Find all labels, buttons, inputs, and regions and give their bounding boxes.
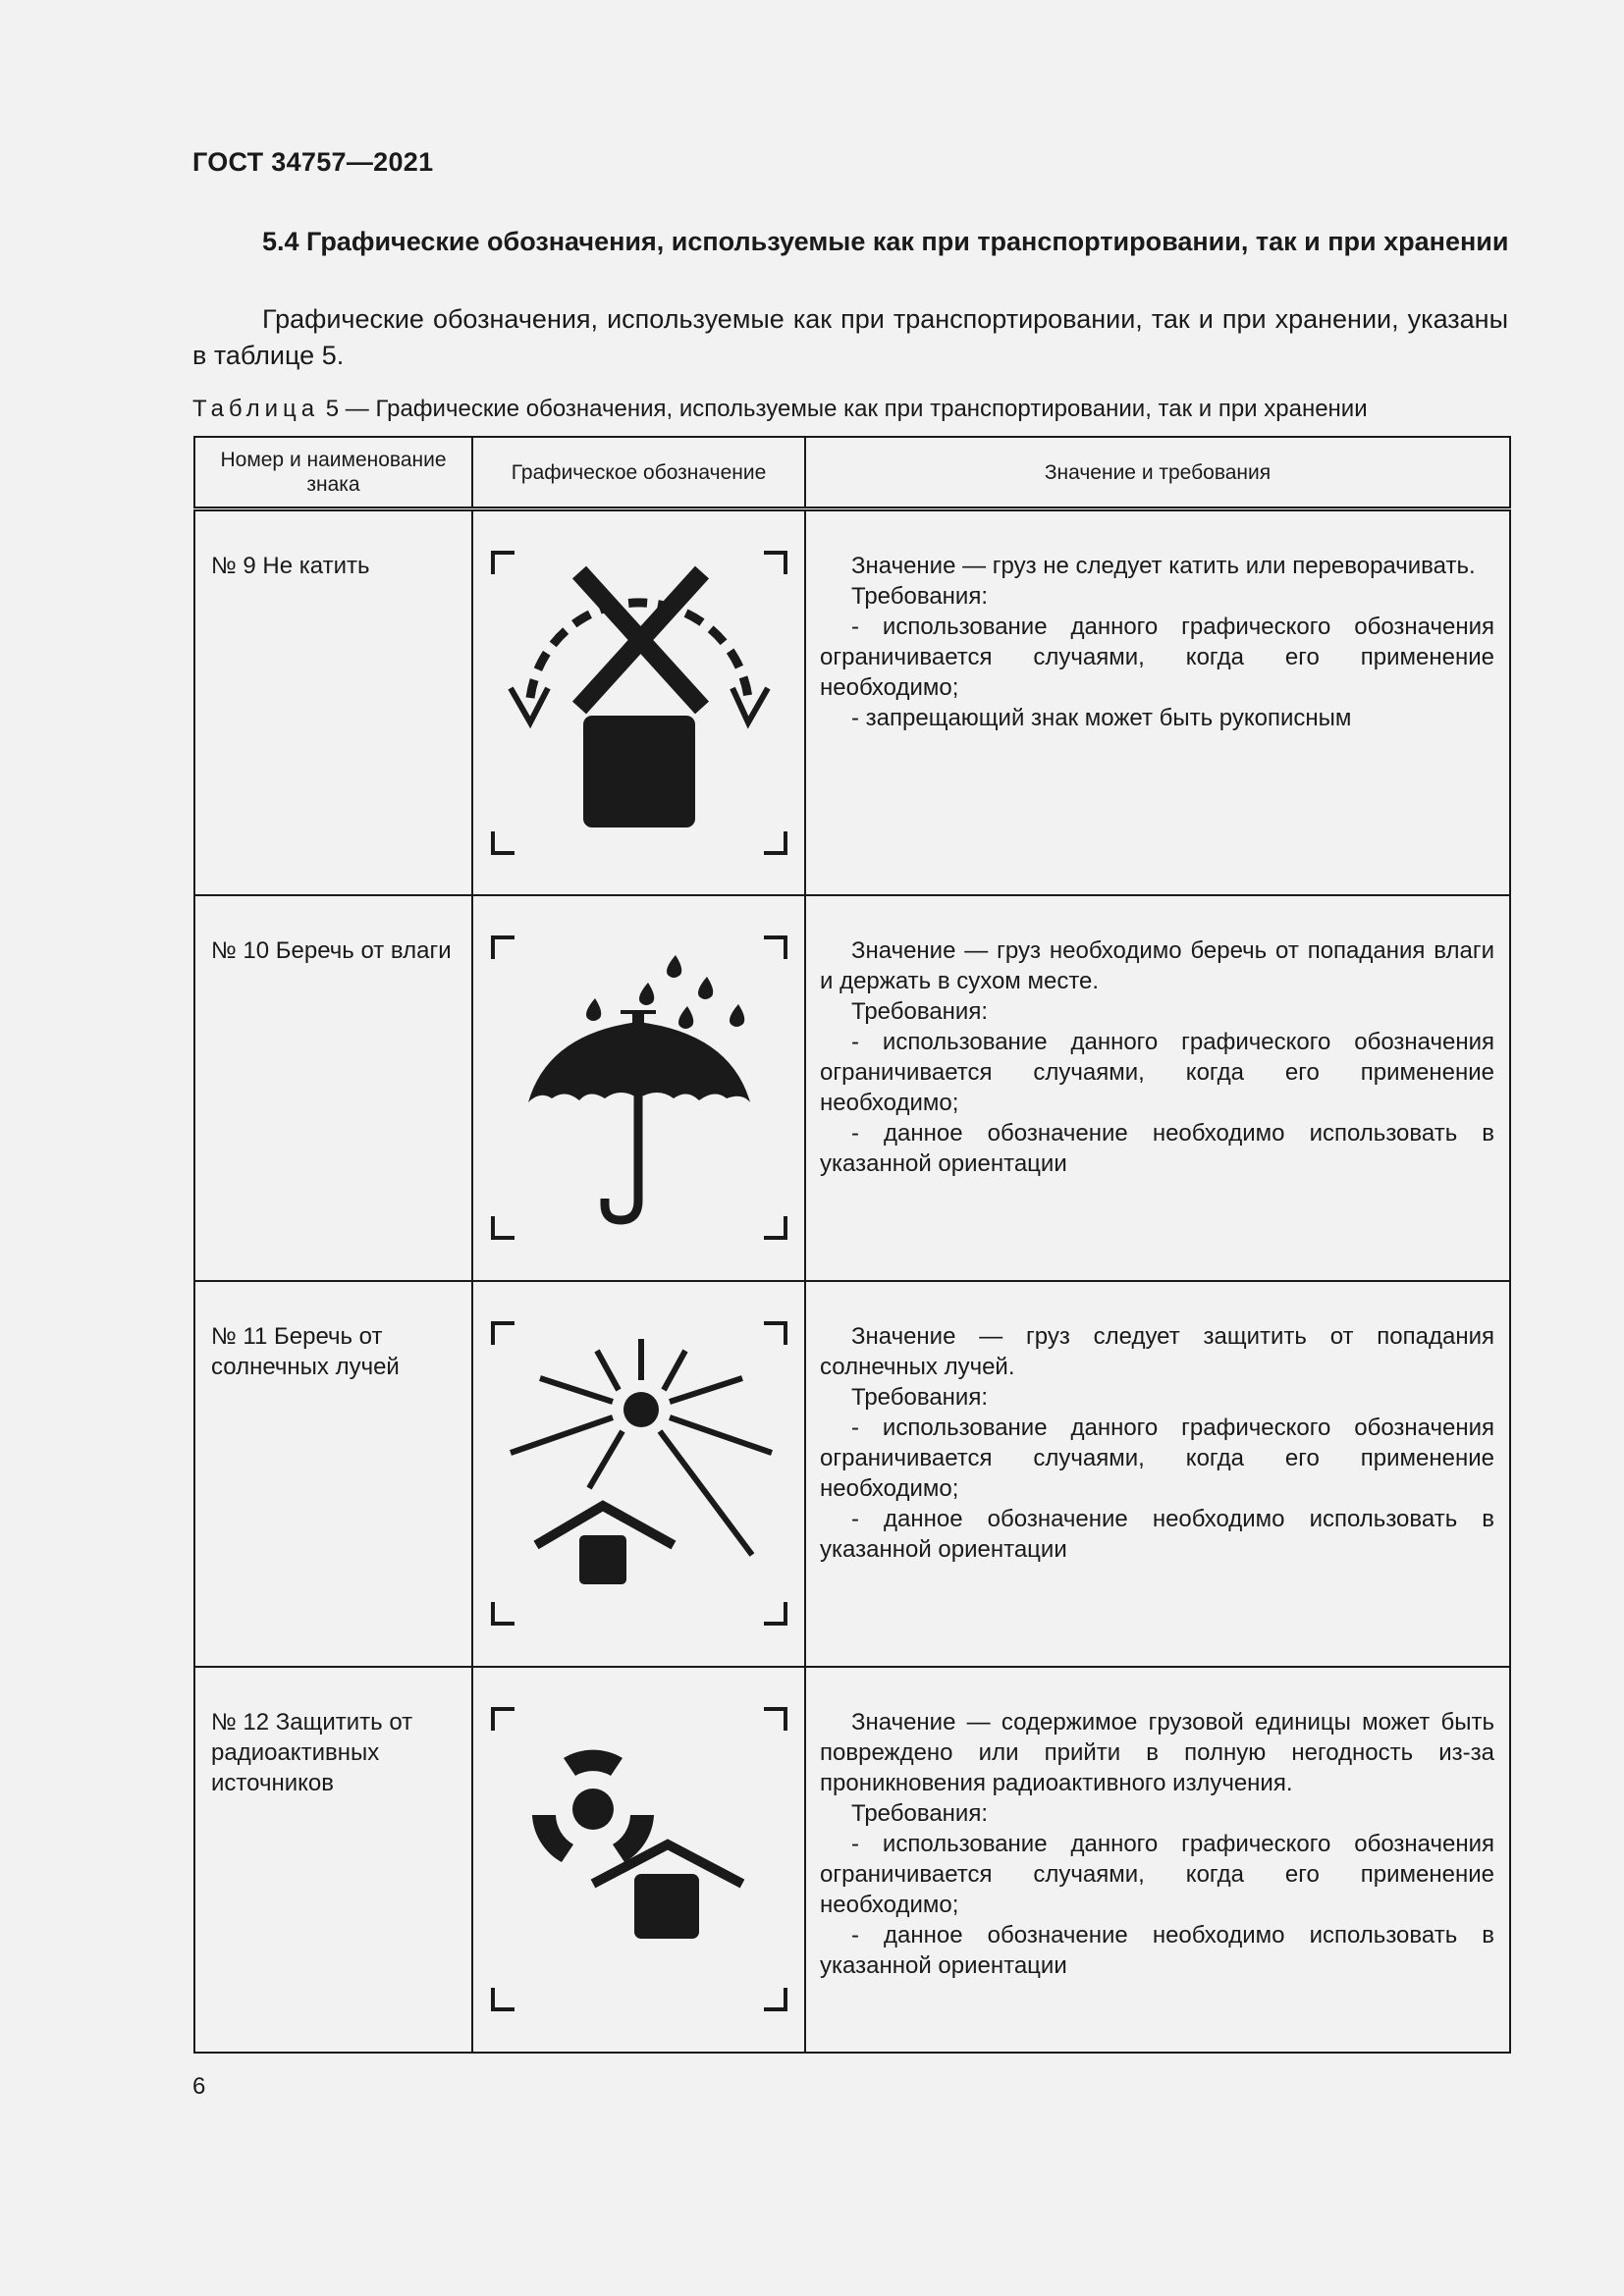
sign-name: № 12 Защитить от радиоактивных источников	[194, 1667, 472, 2053]
requirement-item: - использование данного графического обозначения ограничивается случаями, когда его применение необходимо;	[820, 1830, 1494, 1918]
sign-graphic-cell	[472, 895, 805, 1281]
section-intro: Графические обозначения, используемые как при транспортировании, так и при хранении, указаны в таблице 5.	[192, 304, 1508, 370]
requirement-item: - данное обозначение необходимо использовать в указанной ориентации	[820, 1921, 1494, 1979]
sign-name: № 11 Беречь от солнечных лучей	[194, 1281, 472, 1667]
requirements-label: Требования:	[851, 1799, 988, 1827]
sign-description	[805, 1281, 1510, 1667]
meaning-text: Значение — груз необходимо беречь от попадания влаги и держать в сухом месте.	[820, 936, 1494, 994]
protect-from-sunlight-icon	[491, 1321, 787, 1626]
requirement-item: - использование данного графического обозначения ограничивается случаями, когда его применение необходимо;	[820, 1028, 1494, 1116]
document-header: ГОСТ 34757—2021	[192, 147, 434, 177]
page-number: 6	[192, 2073, 206, 2100]
signs-table	[193, 436, 1511, 2054]
section-heading: 5.4 Графические обозначения, используемые как при транспортировании, так и при хранении	[262, 227, 1509, 256]
requirements-label: Требования:	[851, 583, 988, 610]
requirements-label: Требования:	[851, 1383, 988, 1411]
requirement-item: - использование данного графического обозначения ограничивается случаями, когда его применение необходимо;	[820, 1414, 1494, 1502]
sign-graphic-cell	[472, 509, 805, 895]
sign-graphic-cell	[472, 1281, 805, 1667]
requirement-item: - данное обозначение необходимо использовать в указанной ориентации	[820, 1119, 1494, 1177]
table-row	[194, 1281, 1510, 1667]
table-row	[194, 1667, 1510, 2053]
table-caption-label: Таблица	[192, 396, 320, 422]
meaning-text: Значение — содержимое грузовой единицы может быть повреждено или прийти в полную негодность из-за проникновения радиоактивного излучения.	[820, 1708, 1494, 1796]
do-not-roll-icon	[491, 551, 787, 855]
sign-description	[805, 895, 1510, 1281]
requirement-item: - запрещающий знак может быть рукописным	[851, 705, 1352, 731]
table-row	[194, 509, 1510, 895]
sign-graphic-cell	[472, 1667, 805, 2053]
requirement-item: - данное обозначение необходимо использовать в указанной ориентации	[820, 1505, 1494, 1563]
requirement-item: - использование данного графического обозначения ограничивается случаями, когда его применение необходимо;	[820, 614, 1494, 701]
requirements-label: Требования:	[851, 997, 988, 1025]
sign-description	[805, 1667, 1510, 2053]
table-caption-text: 5 — Графические обозначения, используемые как при транспортировании, так и при хранении	[325, 396, 1368, 422]
protect-from-radiation-icon	[491, 1707, 787, 2011]
meaning-text: Значение — груз не следует катить или переворачивать.	[851, 553, 1476, 579]
meaning-text: Значение — груз следует защитить от попадания солнечных лучей.	[820, 1322, 1494, 1380]
table-header-row	[194, 437, 1510, 509]
sign-description	[805, 509, 1510, 895]
column-header: Графическое обозначение	[472, 437, 805, 509]
table-row	[194, 895, 1510, 1281]
column-header: Номер и наименование знака	[194, 437, 472, 509]
table-caption	[192, 395, 1508, 424]
sign-name: № 10 Беречь от влаги	[194, 895, 472, 1281]
column-header: Значение и требования	[805, 437, 1510, 509]
sign-name: № 9 Не катить	[194, 509, 472, 895]
keep-dry-umbrella-icon	[491, 935, 787, 1240]
